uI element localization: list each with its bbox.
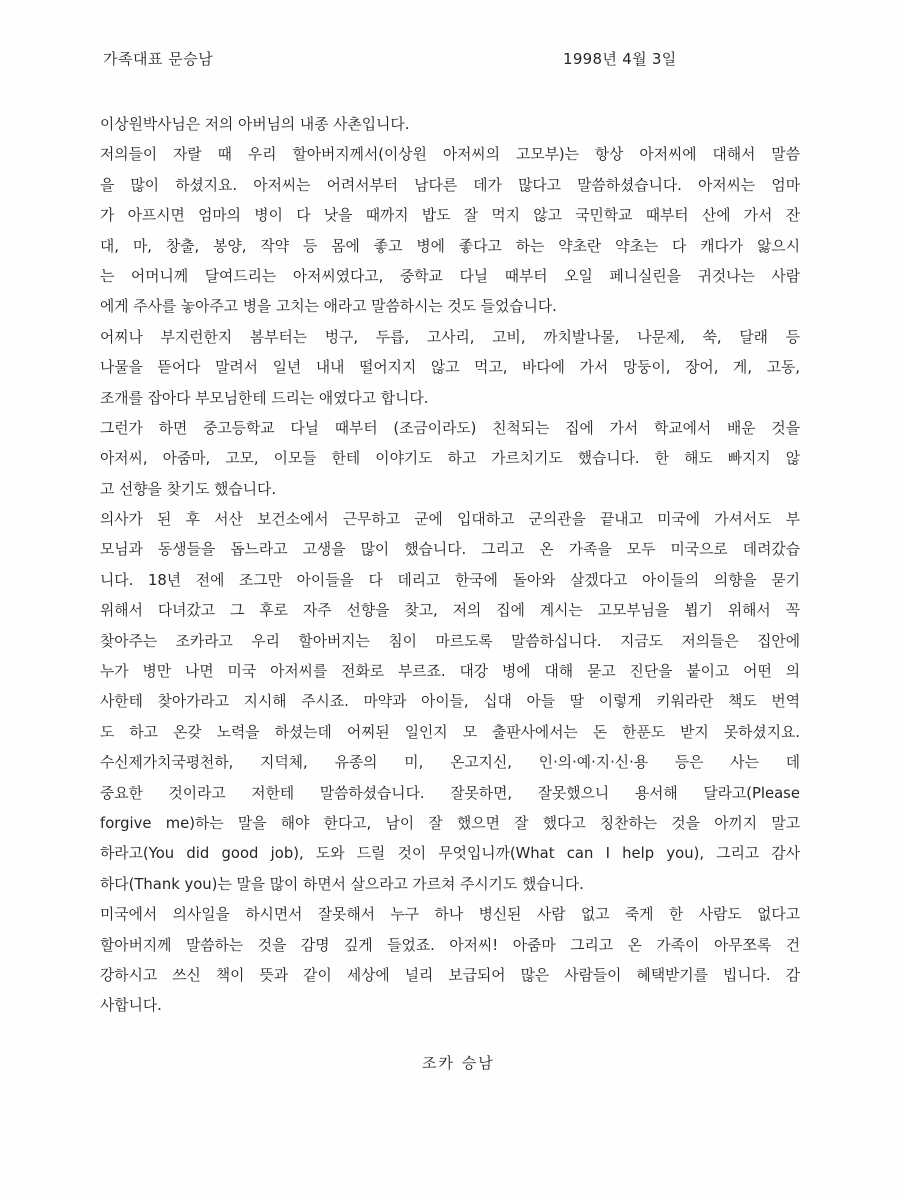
body-line: 강하시고 쓰신 책이 뜻과 같이 세상에 널리 보급되어 많은 사람들이 혜택받기를 빕니다. 감	[100, 966, 800, 984]
letter-signature: 조카 승남	[422, 1054, 495, 1072]
body-line: 대, 마, 창출, 봉양, 작약 등 몸에 좋고 병에 좋다고 하는 약초란 약초는 다 캐다가 앓으시	[100, 237, 800, 255]
body-line: 사한테 찾아가라고 지시해 주시죠. 마약과 아이들, 십대 아들 딸 이렇게 키워라란 책도 번역	[100, 693, 800, 711]
body-line: 에게 주사를 놓아주고 병을 고치는 애라고 말씀하시는 것도 들었습니다.	[100, 298, 557, 316]
body-line: 하다(Thank you)는 말을 많이 하면서 살으라고 가르쳐 주시기도 했습니다.	[100, 875, 584, 893]
body-line: 할아버지께 말씀하는 것을 감명 깊게 들었죠. 아저씨! 아줌마 그리고 온 가족이 아무쪼록 건	[100, 936, 800, 954]
body-line: 그런가 하면 중고등학교 다닐 때부터 (조금이라도) 친척되는 집에 가서 학교에서 배운 것을	[100, 419, 800, 437]
body-line: 조개를 잡아다 부모님한테 드리는 애였다고 합니다.	[100, 389, 429, 407]
body-line: 가 아프시면 엄마의 병이 다 낫을 때까지 밥도 잘 먹지 않고 국민학교 때부터 산에 가서 잔	[100, 207, 800, 225]
body-line: 미국에서 의사일을 하시면서 잘못해서 누구 하나 병신된 사람 없고 죽게 한 사람도 없다고	[100, 906, 800, 924]
body-line: forgive me)하는 말을 해야 한다고, 남이 잘 했으면 잘 했다고 칭찬하는 것을 아끼지 말고	[100, 814, 800, 832]
body-line: 누가 병만 나면 미국 아저씨를 전화로 부르죠. 대강 병에 대해 묻고 진단을 붙이고 어떤 의	[100, 663, 800, 681]
body-line: 아저씨, 아줌마, 고모, 이모들 한테 이야기도 하고 가르치기도 했습니다. 한 해도 빠지지 않	[100, 450, 800, 468]
body-line: 고 선향을 찾기도 했습니다.	[100, 480, 277, 498]
body-line: 어찌나 부지런한지 봄부터는 벙구, 두릅, 고사리, 고비, 까치발나물, 나문제, 쑥, 달래 등	[100, 328, 800, 346]
body-line: 중요한 것이라고 저한테 말씀하셨습니다. 잘못하면, 잘못했으니 용서해 달라고(Please	[100, 784, 800, 802]
letter-body	[100, 110, 800, 1022]
body-line: 수신제가치국평천하, 지덕체, 유종의 미, 온고지신, 인·의·예·지·신·용 등은 사는 데	[100, 754, 800, 772]
letter-date: 1998년 4월 3일	[563, 50, 677, 68]
body-line: 니다. 18년 전에 조그만 아이들을 다 데리고 한국에 돌아와 살겠다고 아이들의 의향을 묻기	[100, 571, 800, 589]
body-line: 도 하고 온갖 노력을 하셨는데 어찌된 일인지 모 출판사에서는 돈 한푼도 받지 못하셨지요.	[100, 723, 800, 741]
body-line: 모님과 동생들을 돕느라고 고생을 많이 했습니다. 그리고 온 가족을 모두 미국으로 데려갔습	[100, 541, 800, 559]
body-line: 나물을 뜯어다 말려서 일년 내내 떨어지지 않고 먹고, 바다에 가서 망둥이, 장어, 게, 고동,	[100, 359, 800, 377]
body-line: 찾아주는 조카라고 우리 할아버지는 침이 마르도록 말씀하십니다. 지금도 저의들은 집안에	[100, 632, 800, 650]
letter-sender: 가족대표 문승남	[103, 50, 214, 68]
body-line: 이상원박사님은 저의 아버님의 내종 사촌입니다.	[100, 116, 410, 133]
body-line: 을 많이 하셨지요. 아저씨는 어려서부터 남다른 데가 많다고 말씀하셨습니다. 아저씨는 엄마	[100, 176, 800, 194]
body-line: 위해서 다녀갔고 그 후로 자주 선향을 찾고, 저의 집에 계시는 고모부님을 뵙기 위해서 꼭	[100, 602, 800, 620]
body-line: 는 어머니께 달여드리는 아저씨였다고, 중학교 다닐 때부터 오일 페니실린을 귀것나는 사람	[100, 267, 800, 285]
body-line: 의사가 된 후 서산 보건소에서 근무하고 군에 입대하고 군의관을 끝내고 미국에 가셔서도 부	[100, 511, 800, 529]
body-line: 하라고(You did good job), 도와 드릴 것이 무엇입니까(What can I help you), 그리고 감사	[100, 845, 800, 863]
body-line: 저의들이 자랄 때 우리 할아버지께서(이상원 아저씨의 고모부)는 항상 아저씨에 대해서 말씀	[100, 146, 800, 164]
body-line: 사합니다.	[100, 997, 162, 1015]
